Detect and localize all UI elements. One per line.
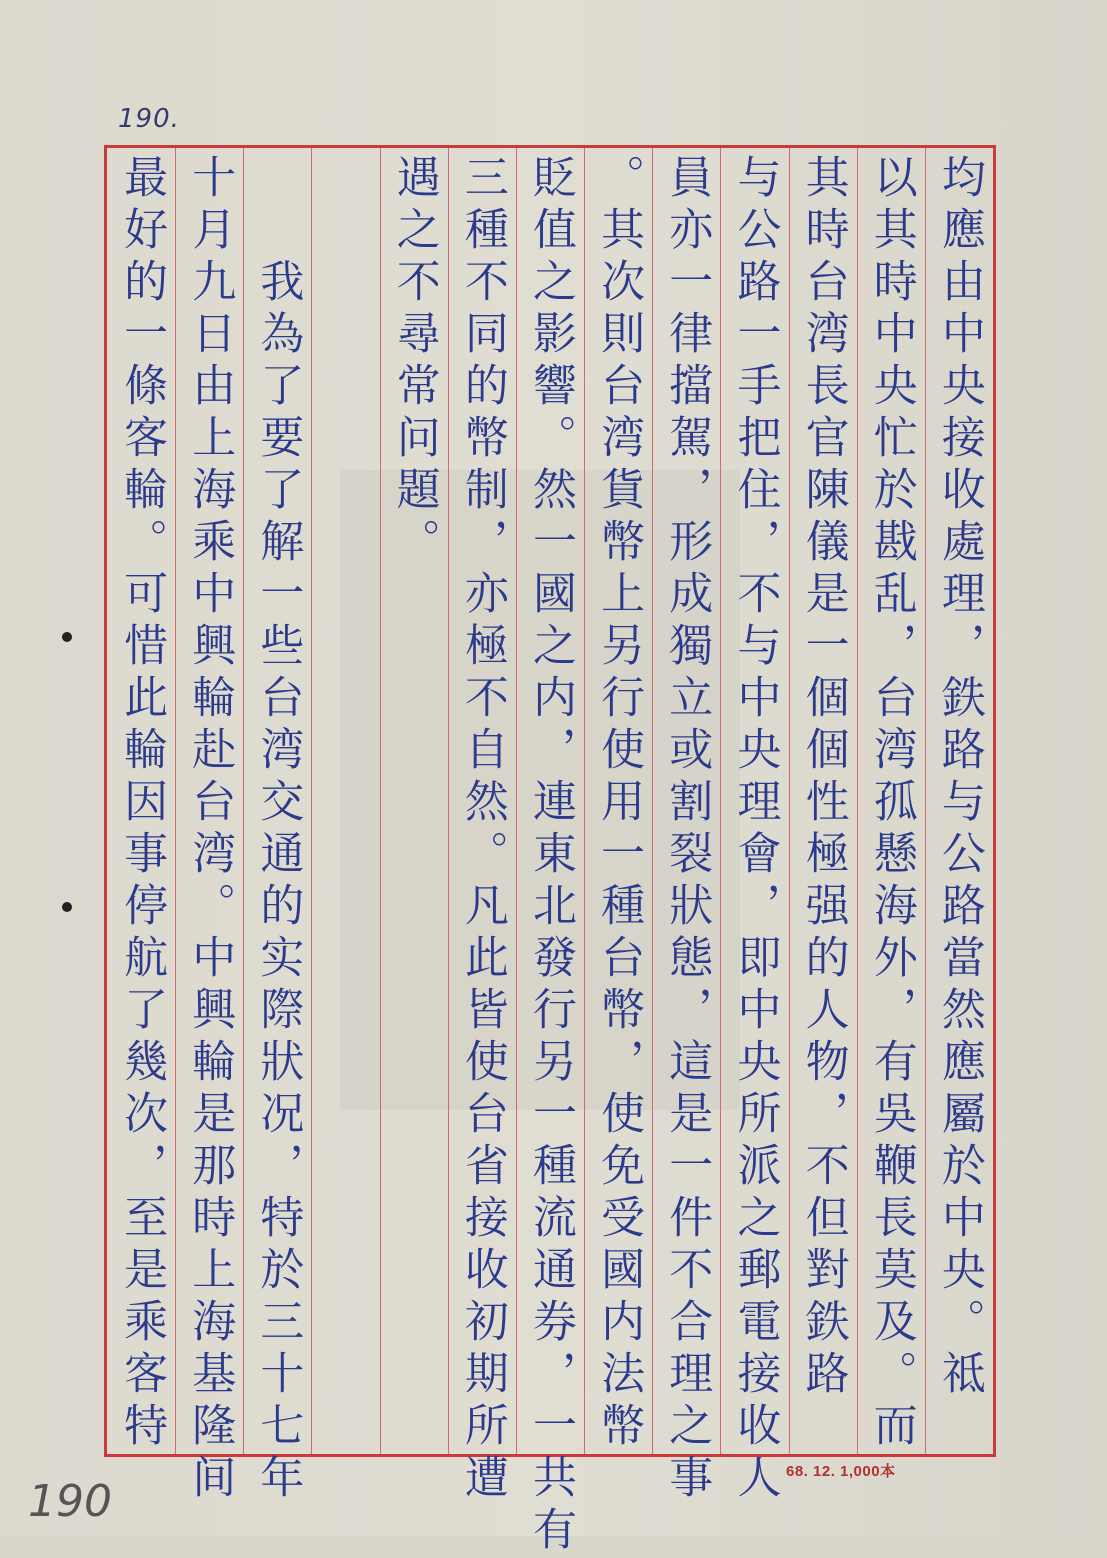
column-rule [925,148,926,1454]
column-rule [652,148,653,1454]
column-rule [380,148,381,1454]
text-column: 以其時中央忙於戡乱，台湾孤懸海外，有吳鞭長莫及。而 [865,154,917,1454]
print-stamp: 68. 12. 1,000本 [786,1463,896,1480]
text-column: 与公路一手把住，不与中央理會，即中央所派之郵電接收人 [729,154,781,1506]
column-rule [516,148,517,1454]
column-rule [243,148,244,1454]
text-column: 。其次則台湾貨幣上另行使用一種台幣，使免受國内法幣 [593,154,645,1454]
text-column: 我為了要了解一些台湾交通的实際狀况，特於三十七年 [252,258,304,1506]
text-column: 最好的一條客輪。可惜此輪因事停航了幾次，至是乘客特 [116,154,168,1454]
text-column: 三種不同的幣制，亦極不自然。凡此皆使台省接收初期所遭 [456,154,508,1506]
column-rule [311,148,312,1454]
ink-spot [62,632,72,642]
column-rule [584,148,585,1454]
text-column: 其時台湾長官陳儀是一個個性極强的人物，不但對鉄路 [797,154,849,1402]
page-number-bottom: 190 [28,1476,112,1527]
text-column: 十月九日由上海乘中興輪赴台湾。中興輪是那時上海基隆间 [184,154,236,1506]
ink-spot [62,902,72,912]
column-rule [789,148,790,1454]
page-number-top: 190. [118,104,180,134]
column-rule [175,148,176,1454]
column-rule [720,148,721,1454]
text-column: 均應由中央接收處理，鉄路与公路當然應屬於中央。祗 [933,154,985,1402]
column-rule [448,148,449,1454]
text-column: 員亦一律擋駕，形成獨立或割裂狀態，這是一件不合理之事 [661,154,713,1506]
text-column: 貶值之影響。然一國之内，連東北發行另一種流通券，一共有 [525,154,576,1558]
text-column: 遇之不尋常问題。 [388,154,440,570]
column-rule [857,148,858,1454]
